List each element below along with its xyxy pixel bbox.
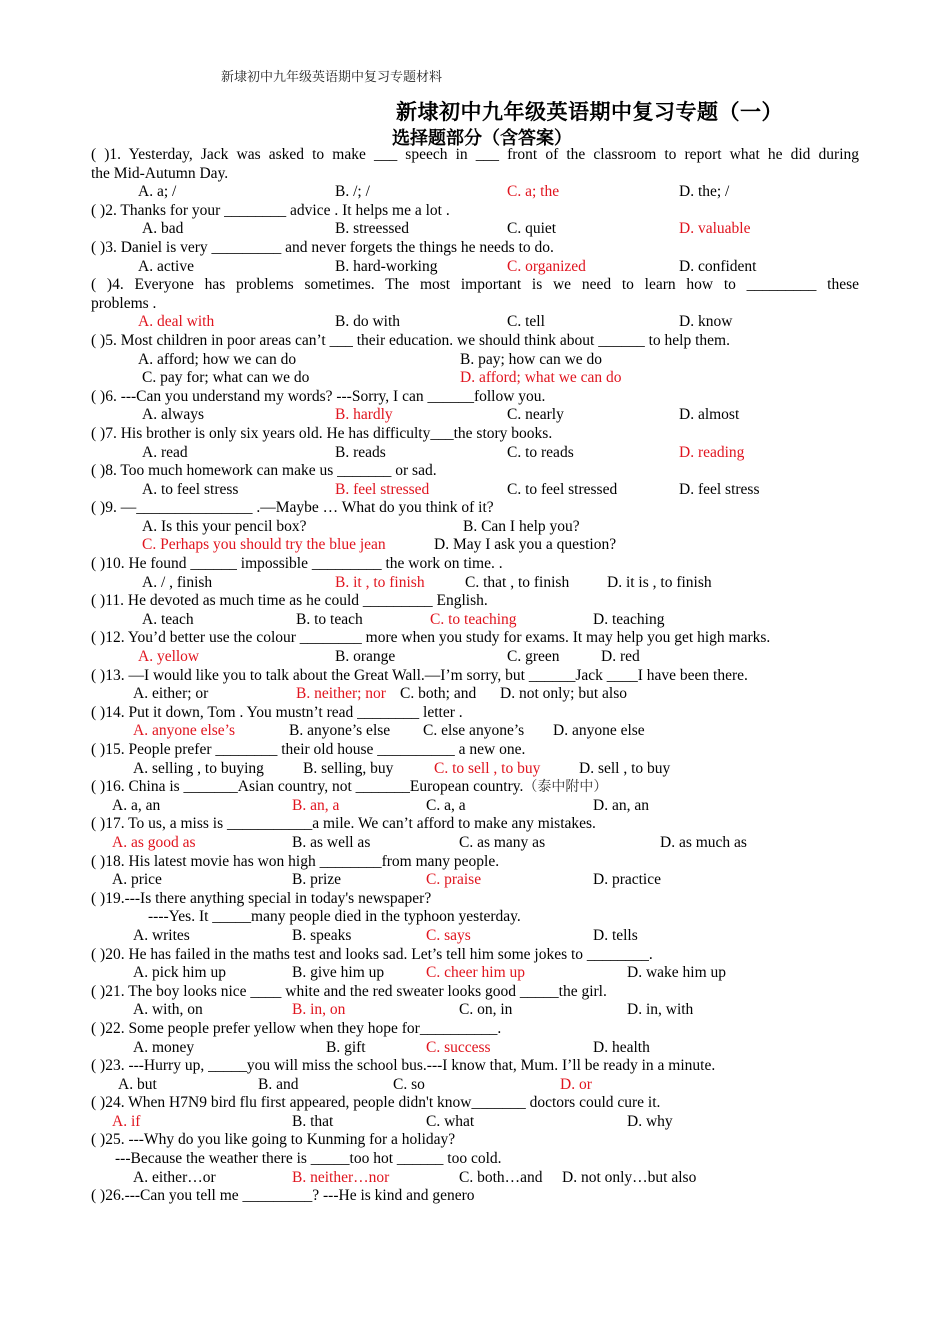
question-2: ( )2. Thanks for your ________ advice . It helps me a lot . xyxy=(91,201,450,219)
question-22-options xyxy=(91,1039,859,1058)
option-d-answer: D. afford; what we can do xyxy=(460,369,622,387)
question-21-options xyxy=(91,1001,859,1020)
option-c-answer: C. to sell , to buy xyxy=(434,759,541,777)
page-title: 新埭初中九年级英语期中复习专题（一） xyxy=(396,100,783,124)
option-b-answer: B. neither…nor xyxy=(292,1168,390,1186)
option-a: A. a; / xyxy=(138,183,177,201)
option-b-answer: B. neither; nor xyxy=(296,685,386,703)
question-19: ( )19.---Is there anything special in today's newspaper? xyxy=(91,889,432,907)
question-1: ( )1. Yesterday, Jack was asked to make ___ speech in ___ front of the classroom to report what he did during xyxy=(91,146,859,163)
question-9: ( )9. —_______________ .—Maybe … What do you think of it? xyxy=(91,499,494,517)
option-b: B. prize xyxy=(292,871,342,889)
option-c: C. as many as xyxy=(459,833,546,851)
option-c: C. what xyxy=(426,1112,475,1130)
question-6-options xyxy=(91,406,859,425)
question-7: ( )7. His brother is only six years old. He has difficulty___the story books. xyxy=(91,424,553,442)
question-5-options-1 xyxy=(91,351,859,370)
page-subtitle: 选择题部分（含答案） xyxy=(392,128,572,149)
question-22: ( )22. Some people prefer yellow when they hope for__________. xyxy=(91,1019,502,1037)
question-18: ( )18. His latest movie has won high ________from many people. xyxy=(91,852,500,870)
option-c-answer: C. Perhaps you should try the blue jean xyxy=(142,536,386,554)
question-2-options xyxy=(91,220,859,239)
question-11-options xyxy=(91,611,859,630)
option-a: A. bad xyxy=(142,220,184,238)
option-d: D. an, an xyxy=(593,796,649,814)
option-c: C. both; and xyxy=(400,685,477,703)
option-b-answer: B. it , to finish xyxy=(335,573,425,591)
question-1-cont: the Mid-Autumn Day. xyxy=(91,164,229,182)
question-13: ( )13. —I would like you to talk about the Great Wall.—I’m sorry, but ______Jack ____I have been there. xyxy=(91,666,748,684)
option-a: A. Is this your pencil box? xyxy=(142,517,307,535)
option-d: D. wake him up xyxy=(627,964,727,982)
option-c: C. to reads xyxy=(507,443,574,461)
option-a: A. teach xyxy=(142,610,194,628)
option-a: A. price xyxy=(112,871,162,889)
question-16-options xyxy=(91,797,859,816)
question-list xyxy=(91,146,859,1206)
option-a: A. read xyxy=(142,443,188,461)
option-c-answer: C. praise xyxy=(426,871,482,889)
option-a: A. writes xyxy=(133,926,190,944)
question-23-options xyxy=(91,1076,859,1095)
option-d: D. the; / xyxy=(679,183,730,201)
option-b: B. reads xyxy=(335,443,386,461)
option-a: A. with, on xyxy=(133,1001,203,1019)
option-d: D. why xyxy=(627,1112,673,1130)
question-4: ( )4. Everyone has problems sometimes. The most important is we need to learn how to _________ these xyxy=(91,276,859,294)
option-b-answer: B. in, on xyxy=(292,1001,346,1019)
option-d: D. tells xyxy=(593,926,638,944)
option-b: B. and xyxy=(258,1075,299,1093)
question-19-reply: ----Yes. It _____many people died in the typhoon yesterday. xyxy=(148,908,521,926)
option-c-answer: C. says xyxy=(426,926,471,944)
question-13-options xyxy=(91,685,859,704)
option-c: C. on, in xyxy=(459,1001,513,1019)
option-b-answer: B. an, a xyxy=(292,796,340,814)
option-a: A. but xyxy=(118,1075,157,1093)
question-20-options xyxy=(91,964,859,983)
question-4-cont: problems . xyxy=(91,294,157,312)
question-7-options xyxy=(91,444,859,463)
option-a-answer: A. yellow xyxy=(138,648,200,666)
option-b: B. that xyxy=(292,1112,334,1130)
question-8-options xyxy=(91,481,859,500)
question-10-options xyxy=(91,574,859,593)
option-b: B. streessed xyxy=(335,220,410,238)
question-12: ( )12. You’d better use the colour ________ more when you study for exams. It may help you get high marks. xyxy=(91,629,771,647)
option-c-answer: C. organized xyxy=(507,257,586,275)
option-a: A. pick him up xyxy=(133,964,226,982)
question-25: ( )25. ---Why do you like going to Kunming for a holiday? xyxy=(91,1131,456,1149)
question-23: ( )23. ---Hurry up, _____you will miss the school bus.---I know that, Mum. I’ll be ready in a minute. xyxy=(91,1057,716,1075)
option-a-answer: A. deal with xyxy=(138,313,215,331)
option-b: B. selling, buy xyxy=(303,759,394,777)
option-a: A. to feel stress xyxy=(142,480,239,498)
question-12-options xyxy=(91,648,859,667)
option-d: D. in, with xyxy=(627,1001,694,1019)
option-d: D. health xyxy=(593,1038,650,1056)
option-b: B. anyone’s else xyxy=(289,722,391,740)
question-14: ( )14. Put it down, Tom . You mustn’t read ________ letter . xyxy=(91,703,463,721)
option-b: B. hard-working xyxy=(335,257,438,275)
option-b: B. speaks xyxy=(292,926,352,944)
option-d: D. it is , to finish xyxy=(607,573,712,591)
question-25-options xyxy=(91,1169,859,1188)
option-c: C. quiet xyxy=(507,220,557,238)
option-c: C. both…and xyxy=(459,1168,543,1186)
option-b-answer: B. hardly xyxy=(335,406,393,424)
question-5-options-2 xyxy=(91,369,859,388)
option-d: D. confident xyxy=(679,257,757,275)
question-20: ( )20. He has failed in the maths test and looks sad. Let’s tell him some jokes to ________. xyxy=(91,945,653,963)
option-c: C. that , to finish xyxy=(465,573,570,591)
option-c-answer: C. a; the xyxy=(507,183,560,201)
option-c: C. green xyxy=(507,648,560,666)
option-c-answer: C. success xyxy=(426,1038,491,1056)
option-b: B. do with xyxy=(335,313,401,331)
question-3: ( )3. Daniel is very _________ and never forgets the things he needs to do. xyxy=(91,238,554,256)
question-4-options xyxy=(91,313,859,332)
running-header: 新埭初中九年级英语期中复习专题材料 xyxy=(221,70,443,85)
option-d: D. feel stress xyxy=(679,480,760,498)
option-b: B. to teach xyxy=(296,610,363,628)
option-d-answer: D. valuable xyxy=(679,220,751,238)
option-a: A. either; or xyxy=(133,685,209,703)
option-b: B. /; / xyxy=(335,183,370,201)
option-a-answer: A. as good as xyxy=(112,833,196,851)
question-14-options xyxy=(91,722,859,741)
question-24: ( )24. When H7N9 bird flu first appeared, people didn't know_______ doctors could cure it. xyxy=(91,1094,661,1112)
question-5: ( )5. Most children in poor areas can’t ___ their education. we should think about ______ to help them. xyxy=(91,331,730,349)
option-c: C. else anyone’s xyxy=(423,722,525,740)
question-9-options-1 xyxy=(91,518,859,537)
question-10: ( )10. He found ______ impossible _________ the work on time. . xyxy=(91,555,503,573)
question-26: ( )26.---Can you tell me _________? ---He is kind and genero xyxy=(91,1187,475,1205)
option-d-answer: D. or xyxy=(560,1075,592,1093)
option-b: B. pay; how can we do xyxy=(460,350,603,368)
question-21: ( )21. The boy looks nice ____ white and the red sweater looks good _____the girl. xyxy=(91,982,607,1000)
option-d: D. May I ask you a question? xyxy=(434,536,617,554)
question-11: ( )11. He devoted as much time as he could _________ English. xyxy=(91,592,488,610)
option-d: D. anyone else xyxy=(553,722,645,740)
option-c: C. pay for; what can we do xyxy=(142,369,310,387)
question-18-options xyxy=(91,871,859,890)
option-c: C. nearly xyxy=(507,406,564,424)
option-d: D. not only; but also xyxy=(500,685,628,703)
option-d: D. teaching xyxy=(593,610,665,628)
question-8: ( )8. Too much homework can make us _______ or sad. xyxy=(91,462,437,480)
option-d: D. red xyxy=(601,648,640,666)
option-a: A. / , finish xyxy=(142,573,213,591)
option-c-answer: C. cheer him up xyxy=(426,964,526,982)
option-b: B. gift xyxy=(326,1038,366,1056)
option-b: B. as well as xyxy=(292,833,371,851)
question-9-options-2 xyxy=(91,536,859,555)
question-25-reply: ---Because the weather there is _____too hot ______ too cold. xyxy=(115,1150,502,1168)
option-a: A. afford; how we can do xyxy=(138,350,297,368)
question-16-text: ( )16. China is _______Asian country, not _______European country. xyxy=(91,778,524,796)
question-19-options xyxy=(91,927,859,946)
question-15-options xyxy=(91,760,859,779)
option-b-answer: B. feel stressed xyxy=(335,480,430,498)
option-d-answer: D. reading xyxy=(679,443,745,461)
option-c: C. to feel stressed xyxy=(507,480,618,498)
question-17: ( )17. To us, a miss is ___________a mile. We can’t afford to make any mistakes. xyxy=(91,815,596,833)
question-3-options xyxy=(91,258,859,277)
option-d: D. almost xyxy=(679,406,740,424)
question-1-options xyxy=(91,183,859,202)
option-c: C. so xyxy=(393,1075,425,1093)
option-a: A. either…or xyxy=(133,1168,216,1186)
option-b: B. give him up xyxy=(292,964,385,982)
option-b: B. Can I help you? xyxy=(463,517,580,535)
option-c: C. tell xyxy=(507,313,545,331)
question-6: ( )6. ---Can you understand my words? ---Sorry, I can ______follow you. xyxy=(91,387,546,405)
option-a-answer: A. if xyxy=(112,1112,141,1130)
question-15: ( )15. People prefer ________ their old house __________ a new one. xyxy=(91,741,526,758)
option-a: A. money xyxy=(133,1038,195,1056)
option-a: A. always xyxy=(142,406,204,424)
option-a: A. selling , to buying xyxy=(133,759,264,777)
option-a: A. active xyxy=(138,257,194,275)
question-16 xyxy=(91,778,859,797)
question-24-options xyxy=(91,1113,859,1132)
option-b: B. orange xyxy=(335,648,396,666)
option-d: D. know xyxy=(679,313,733,331)
question-17-options xyxy=(91,834,859,853)
option-a-answer: A. anyone else’s xyxy=(133,722,236,740)
option-d: D. as much as xyxy=(660,833,747,851)
option-c-answer: C. to teaching xyxy=(430,610,517,628)
question-16-source: （泰中附中） xyxy=(523,779,608,796)
option-c: C. a, a xyxy=(426,796,466,814)
option-d: D. not only…but also xyxy=(562,1168,697,1186)
option-d: D. sell , to buy xyxy=(579,759,671,777)
option-a: A. a, an xyxy=(112,796,161,814)
option-d: D. practice xyxy=(593,871,661,889)
